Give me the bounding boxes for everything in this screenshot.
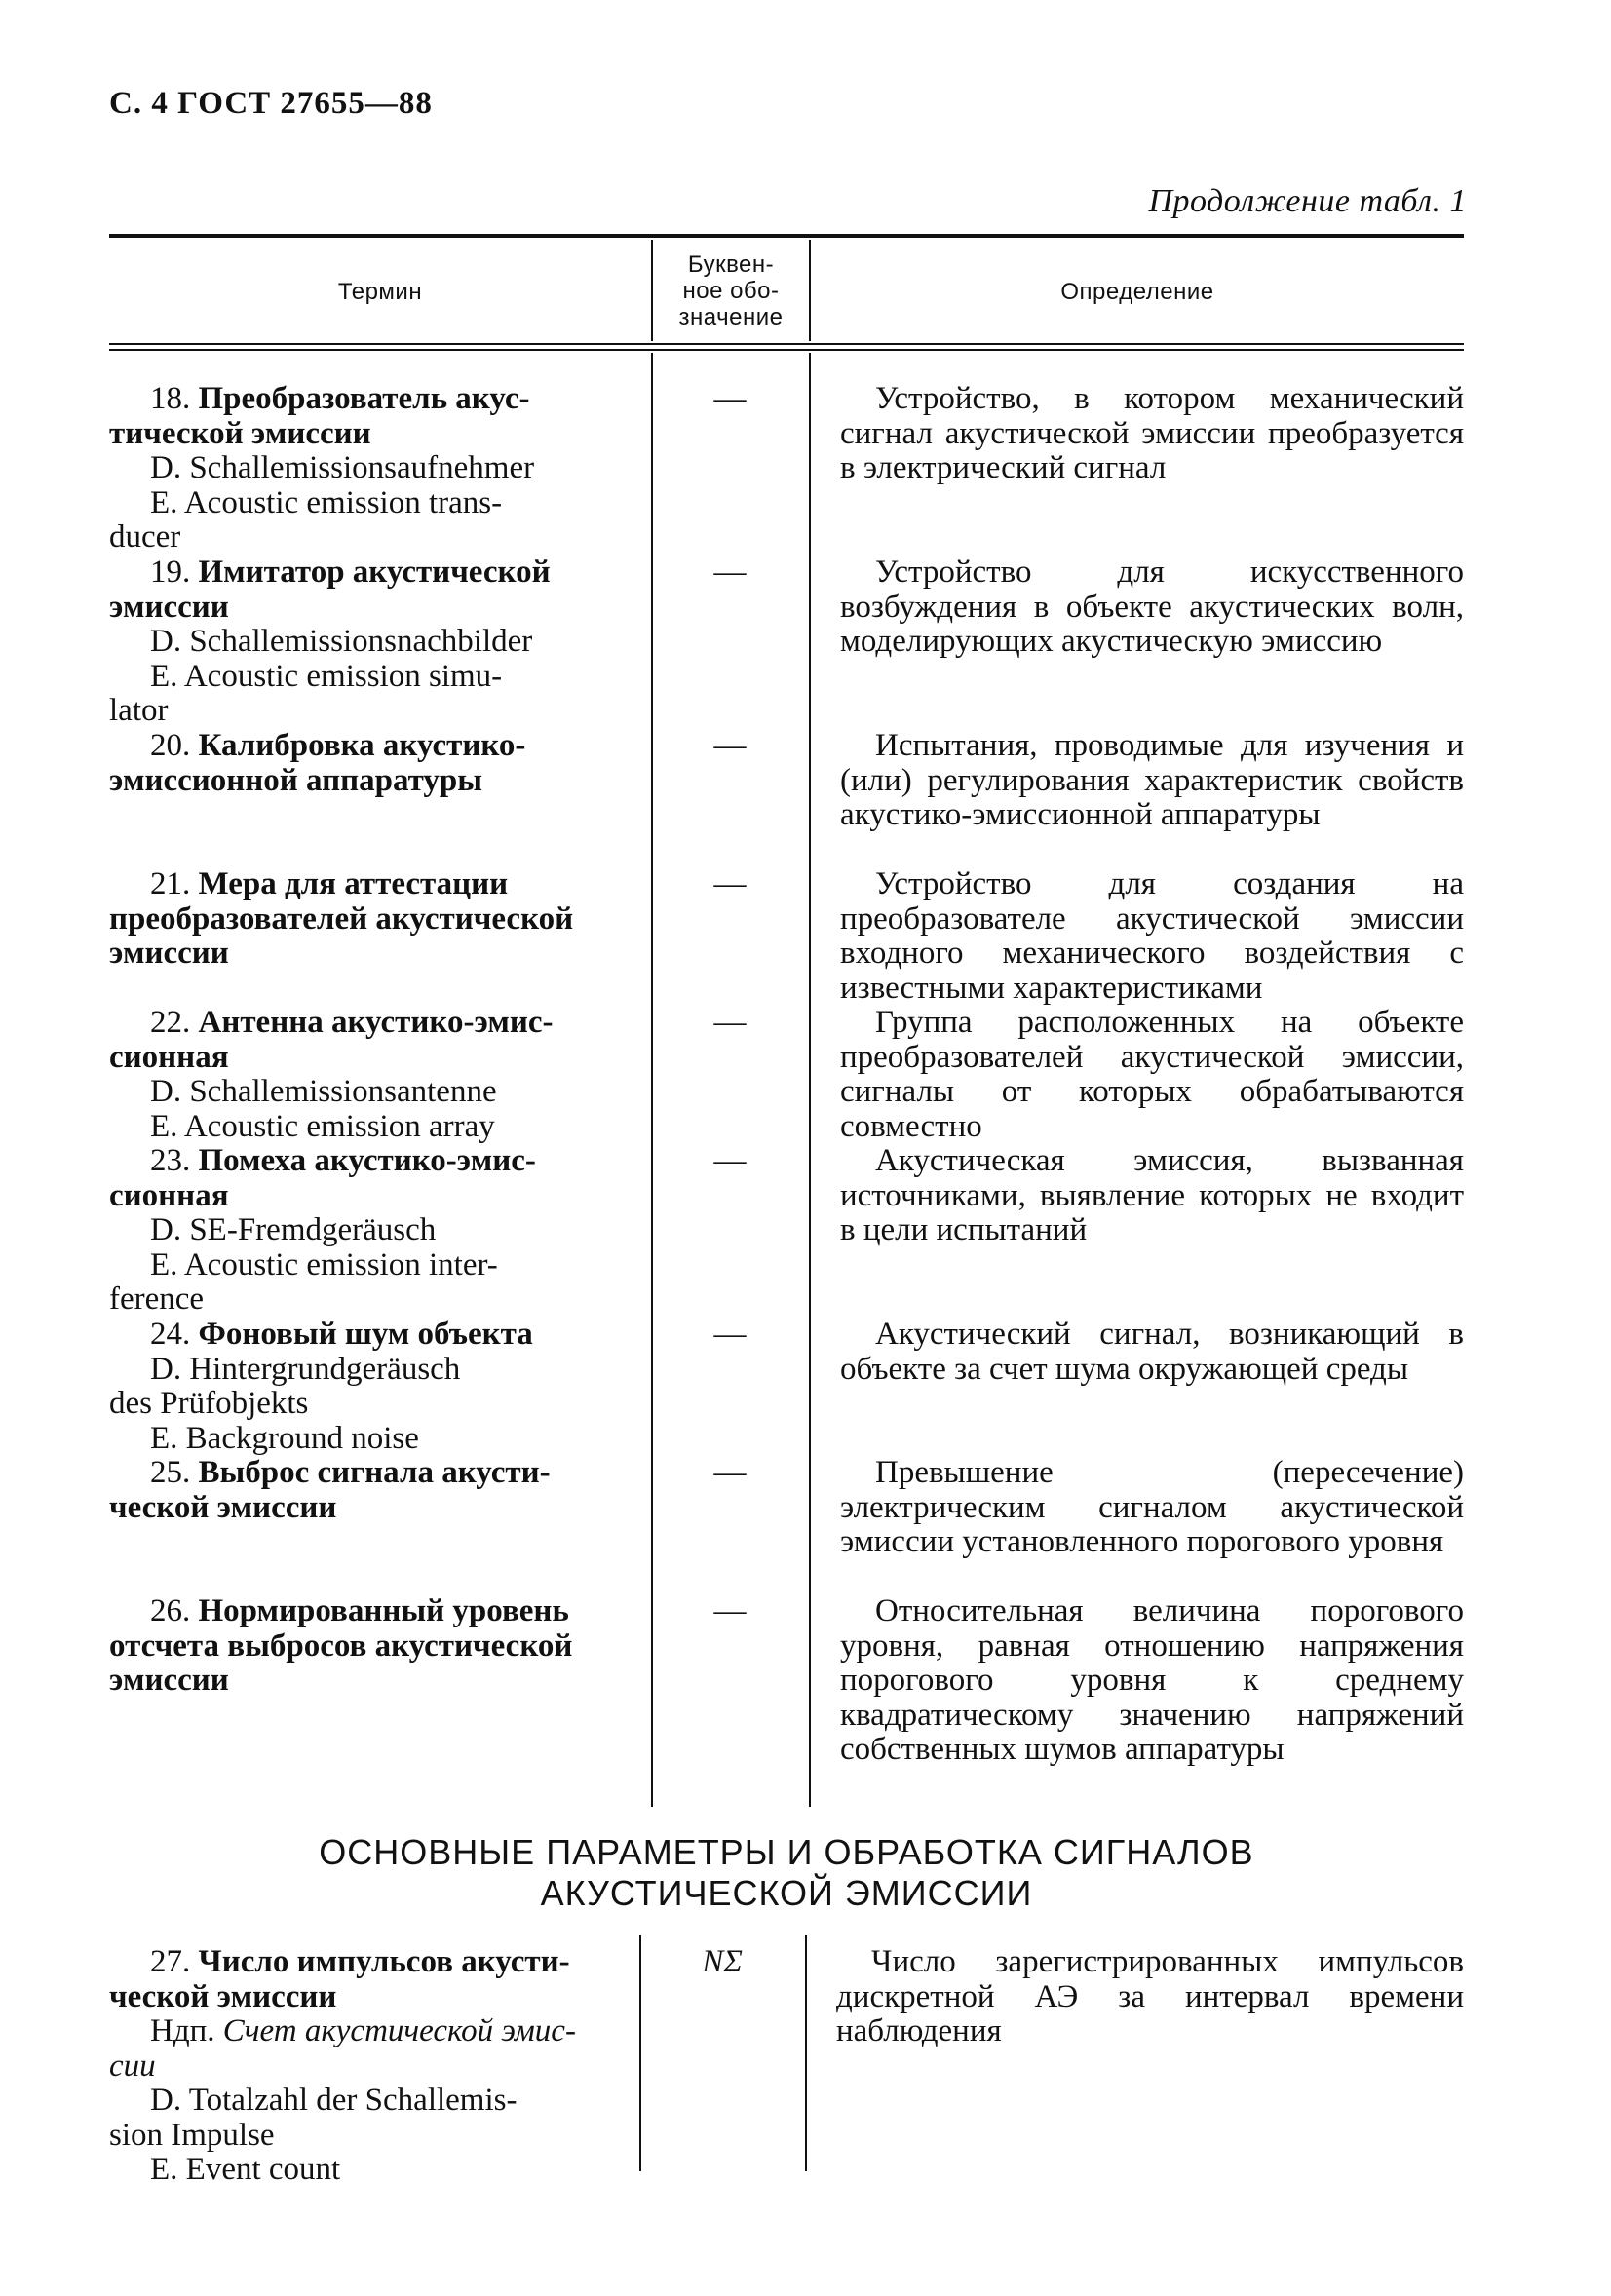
section-title-line: ОСНОВНЫЕ ПАРАМЕТРЫ И ОБРАБОТКА СИГНАЛОВ	[319, 1832, 1254, 1872]
definition-text: Относительная величина порогового уровня, равная отношению напряжения порогового уровня к среднему квадратическому значению напряжений собственных шумов аппаратуры	[840, 1593, 1464, 1767]
term-line	[109, 729, 635, 764]
column-divider-left-section	[639, 1935, 641, 2171]
term-line	[109, 625, 635, 660]
column-header-symbol	[653, 251, 809, 330]
term-equivalent: lator	[109, 693, 169, 728]
term-equivalent: E. Acoustic emission inter-	[150, 1246, 498, 1282]
term-name: сионная	[109, 1177, 229, 1213]
definition-cell	[840, 1144, 1464, 1248]
term-number: 22.	[150, 1005, 199, 1040]
column-header-definition: Определение	[1060, 279, 1214, 305]
term-equivalent: D. Schallemissionsaufnehmer	[150, 450, 535, 485]
term-line	[109, 1248, 635, 1283]
term-line	[109, 555, 635, 591]
definition-text: Устройство для создания на преобразователе акустической эмиссии входного механического воздействия с известными характеристиками	[840, 866, 1464, 1006]
term-equivalent: Ндп.	[150, 2013, 223, 2048]
term-line	[109, 867, 635, 902]
term-line	[109, 1980, 624, 2015]
term-equivalent: ference	[109, 1282, 205, 1317]
symbol-cell: —	[713, 555, 747, 590]
definition-cell	[840, 1318, 1464, 1387]
term-name: Калибровка акустико-	[198, 728, 526, 763]
term-name: сионная	[109, 1039, 229, 1075]
definition-text: Превышение (пересечение) электрическим сигналом акустической эмиссии установленного порогового уровня	[840, 1455, 1464, 1559]
term-line	[109, 1456, 635, 1491]
term-line	[109, 1110, 635, 1145]
term-cell	[109, 1144, 635, 1318]
term-cell	[109, 1945, 624, 2188]
term-line	[109, 486, 635, 521]
symbol-cell: —	[713, 1317, 747, 1352]
term-equivalent: E. Acoustic emission array	[150, 1108, 495, 1144]
term-name: Антенна акустико-эмис-	[198, 1005, 554, 1040]
symbol-cell: —	[713, 1593, 747, 1628]
term-line	[109, 1629, 635, 1665]
term-line	[109, 1422, 635, 1457]
symbol-cell: —	[713, 1005, 747, 1040]
term-cell	[109, 1594, 635, 1699]
term-number: 21.	[150, 866, 199, 901]
term-number: 23.	[150, 1143, 199, 1178]
term-name: эмиссии	[109, 936, 229, 971]
term-equivalent: E. Acoustic emission trans-	[150, 484, 503, 520]
term-name: Имитатор акустической	[198, 555, 551, 590]
definition-cell	[840, 729, 1464, 833]
term-cell	[109, 1318, 635, 1456]
column-header-symbol-line: Буквен-	[687, 251, 775, 278]
term-equivalent: D. SE-Fremdgeräusch	[150, 1212, 437, 1247]
term-number: 26.	[150, 1593, 199, 1628]
symbol-cell: —	[713, 1143, 747, 1178]
term-cell	[109, 382, 635, 555]
term-line	[109, 1594, 635, 1629]
definition-cell	[840, 555, 1464, 660]
term-equivalent: D. Schallemissionsnachbilder	[150, 624, 533, 659]
term-line	[109, 417, 635, 452]
term-number: 20.	[150, 728, 199, 763]
definition-cell	[840, 382, 1464, 486]
term-line	[109, 694, 635, 729]
term-line	[109, 1318, 635, 1353]
term-line	[109, 382, 635, 417]
term-name: Помеха акустико-эмис-	[198, 1143, 536, 1178]
term-line	[109, 2119, 624, 2154]
definition-cell	[836, 1945, 1464, 2049]
term-name: ческой эмиссии	[109, 1978, 337, 2014]
term-line	[109, 2049, 624, 2085]
definition-text: Группа расположенных на объекте преобразователей акустической эмиссии, сигналы от которых обрабатываются совместно	[840, 1005, 1464, 1144]
term-line	[109, 1491, 635, 1526]
definition-cell	[840, 1594, 1464, 1768]
term-line	[109, 1144, 635, 1179]
term-number: 27.	[150, 1944, 199, 1979]
term-line	[109, 1213, 635, 1248]
header-double-rule-top	[109, 343, 1464, 345]
symbol-cell: —	[713, 381, 747, 416]
term-name: Преобразователь акус-	[198, 381, 530, 416]
term-number: 18.	[150, 381, 199, 416]
term-deprecated: Счет акустической эмис-	[222, 2013, 576, 2048]
term-line	[109, 2153, 624, 2188]
term-line	[109, 764, 635, 799]
page-reference: С. 4 ГОСТ 27655—88	[109, 86, 433, 121]
term-number: 19.	[150, 555, 199, 590]
term-name: отсчета выбросов акустической	[109, 1627, 573, 1664]
symbol-cell: —	[713, 1455, 747, 1490]
term-cell	[109, 555, 635, 729]
definition-text: Устройство, в котором механический сигнал акустической эмиссии преобразуется в электрический сигнал	[840, 381, 1464, 485]
term-line	[109, 1387, 635, 1422]
term-name: Фоновый шум объекта	[198, 1317, 533, 1352]
term-line	[109, 1282, 635, 1318]
term-equivalent: D. Totalzahl der Schallemis-	[150, 2083, 518, 2118]
term-equivalent: D. Schallemissionsantenne	[150, 1074, 497, 1109]
term-name: эмиссии	[109, 589, 229, 625]
term-line	[109, 2014, 624, 2049]
section-title-line: АКУСТИЧЕСКОЙ ЭМИССИИ	[540, 1873, 1033, 1913]
term-line	[109, 1664, 635, 1699]
definition-text: Акустический сигнал, возникающий в объекте за счет шума окружающей среды	[840, 1317, 1464, 1387]
definition-text: Число зарегистрированных импульсов дискретной АЭ за интервал времени наблюдения	[836, 1944, 1464, 2048]
term-name: преобразователей акустической	[109, 900, 574, 937]
column-divider-right-section	[805, 1935, 807, 2171]
term-line	[109, 937, 635, 972]
term-equivalent: D. Hintergrundgeräusch	[150, 1351, 461, 1387]
term-name: Мера для аттестации	[198, 866, 509, 901]
term-name: Число импульсов акусти-	[198, 1944, 570, 1979]
definition-text: Устройство для искусственного возбуждения в объекте акустических волн, моделирующих акустическую эмиссию	[840, 555, 1464, 659]
term-line	[109, 520, 635, 555]
column-header-term: Термин	[337, 279, 423, 305]
term-line	[109, 1179, 635, 1214]
column-divider-right	[809, 353, 811, 1807]
term-line	[109, 660, 635, 695]
term-equivalent: E. Acoustic emission simu-	[150, 658, 503, 694]
term-number: 25.	[150, 1455, 199, 1490]
symbol-cell: —	[713, 728, 747, 763]
term-cell	[109, 867, 635, 972]
term-name: эмиссионной аппаратуры	[109, 762, 483, 798]
term-cell	[109, 1456, 635, 1525]
symbol-cell: NΣ	[702, 1944, 743, 1979]
term-line	[109, 1041, 635, 1076]
definition-cell	[840, 867, 1464, 1006]
table-continuation-label: Продолжение табл. 1	[1148, 183, 1467, 219]
column-header-symbol-line: значение	[678, 304, 784, 330]
definition-text: Испытания, проводимые для изучения и (или) регулирования характеристик свойств акустико-эмиссионной аппаратуры	[840, 728, 1464, 832]
term-equivalent: E. Background noise	[150, 1420, 419, 1456]
term-name: эмиссии	[109, 1663, 229, 1698]
term-number: 24.	[150, 1317, 199, 1352]
term-equivalent: sion Impulse	[109, 2117, 275, 2153]
term-name: ческой эмиссии	[109, 1489, 337, 1525]
section-title	[109, 1832, 1464, 1914]
symbol-cell: —	[713, 866, 747, 901]
term-deprecated: сии	[109, 2047, 156, 2084]
term-equivalent: des Prüfobjekts	[109, 1386, 309, 1421]
term-equivalent: E. Event count	[150, 2152, 341, 2187]
term-line	[109, 1353, 635, 1388]
definition-cell	[840, 1456, 1464, 1560]
term-line	[109, 1006, 635, 1041]
term-cell	[109, 729, 635, 798]
term-line	[109, 2084, 624, 2119]
term-cell	[109, 1006, 635, 1144]
term-equivalent: ducer	[109, 519, 181, 555]
column-header-symbol-line: ное обо-	[682, 278, 780, 304]
term-line	[109, 1075, 635, 1110]
term-line	[109, 591, 635, 626]
term-name: тической эмиссии	[109, 415, 371, 451]
table-top-rule	[109, 234, 1464, 238]
term-name: Выброс сигнала акусти-	[198, 1455, 551, 1490]
term-line	[109, 1945, 624, 1980]
term-name: Нормированный уровень	[198, 1593, 569, 1628]
term-line	[109, 902, 635, 938]
term-line	[109, 451, 635, 486]
definition-cell	[840, 1006, 1464, 1144]
header-double-rule-bottom	[109, 349, 1464, 351]
definition-text: Акустическая эмиссия, вызванная источниками, выявление которых не входит в цели испытаний	[840, 1143, 1464, 1247]
